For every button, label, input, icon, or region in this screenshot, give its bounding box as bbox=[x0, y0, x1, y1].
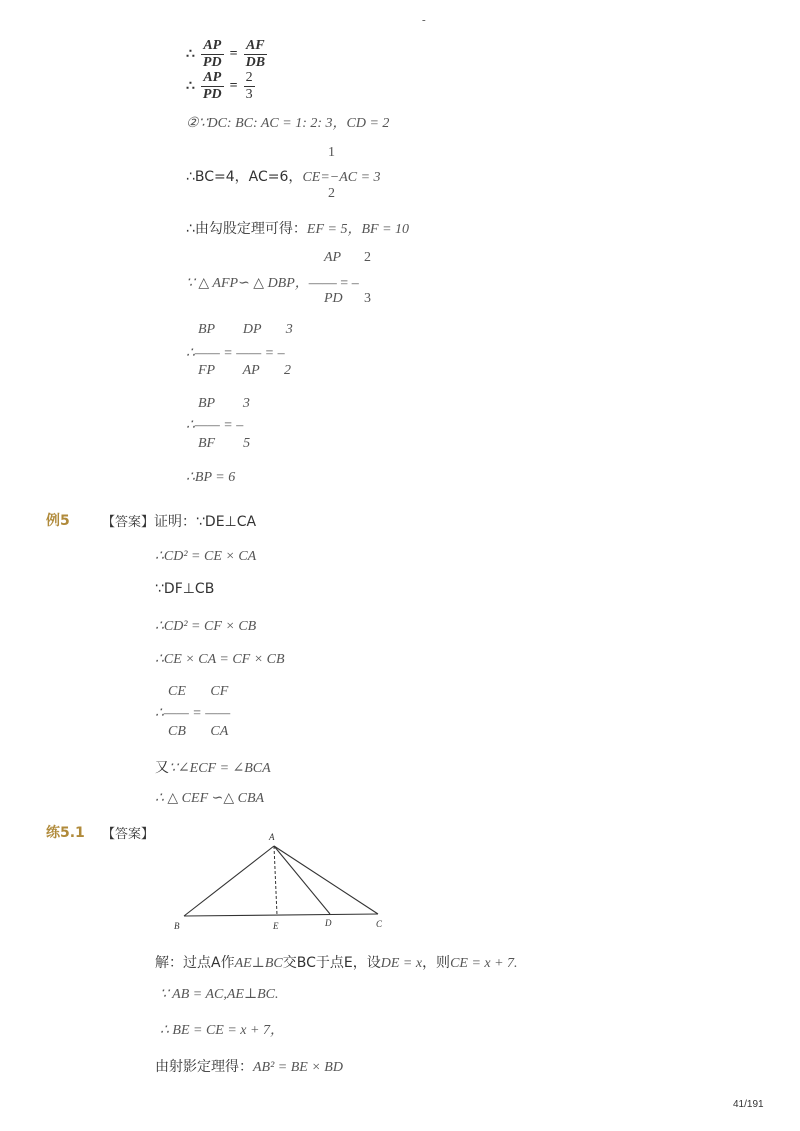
solution-step-3 bbox=[155, 1056, 343, 1076]
denominator: DB bbox=[245, 55, 266, 70]
denominator: 3 bbox=[245, 87, 253, 102]
solution-step-1: ∵ AB = AC,AE⊥BC. bbox=[160, 987, 279, 1002]
pythagoras-text: ∴由勾股定理可得： bbox=[186, 221, 307, 237]
ex5-step-6 bbox=[155, 757, 271, 777]
page-number: 41/191 bbox=[733, 1099, 764, 1110]
solution-text-1: 解：过点A作 bbox=[155, 955, 235, 971]
therefore-sign: ∴ bbox=[186, 47, 195, 62]
ef-bf-values: EF = 5，BF = 10 bbox=[306, 222, 410, 237]
label-d: D bbox=[325, 918, 332, 928]
eq-line-5 bbox=[186, 218, 409, 238]
eq-line-9: ∴BP = 6 bbox=[186, 470, 236, 485]
numerator: AP bbox=[203, 70, 222, 85]
fraction-ap-pd bbox=[201, 38, 224, 71]
example-5-heading bbox=[102, 511, 256, 531]
also-text: 又 bbox=[155, 760, 169, 776]
eq-line-8-top: BP 3 bbox=[198, 396, 250, 411]
ce-expression: CE=−AC = 3 bbox=[302, 170, 381, 185]
answer-tag: 【答案】 bbox=[102, 515, 155, 530]
segment-ad bbox=[274, 846, 330, 914]
therefore-sign: ∴ bbox=[186, 79, 195, 94]
numerator: 2 bbox=[245, 70, 253, 85]
ex5-step-4: ∴CE × CA = CF × CB bbox=[155, 652, 285, 667]
fraction-2-3 bbox=[244, 70, 255, 103]
solution-math-3: CE = x + 7. bbox=[450, 956, 518, 971]
eq-line-2 bbox=[186, 70, 257, 103]
eq-line-6-bottom-3: 3 bbox=[364, 291, 371, 306]
equals-sign: = bbox=[229, 46, 238, 62]
eq-line-6 bbox=[186, 272, 359, 292]
bc-ac-text: ∴BC=4，AC=6， bbox=[186, 169, 303, 185]
projection-formula: AB² = BE × BD bbox=[253, 1060, 343, 1075]
ex5-step-3: ∴CD² = CF × CB bbox=[155, 619, 257, 634]
label-e: E bbox=[273, 921, 279, 931]
solution-text-3: ，则 bbox=[422, 955, 451, 971]
eq-line-6-top-2: 2 bbox=[364, 250, 371, 265]
answer-tag: 【答案】 bbox=[102, 827, 155, 842]
eq-line-8: ∴—— = – bbox=[186, 418, 244, 433]
eq-line-7-top: BP DP 3 bbox=[198, 322, 293, 337]
angle-equality: ∵∠ECF = ∠BCA bbox=[169, 761, 271, 776]
fraction-bar-row: —— = – bbox=[308, 276, 359, 291]
eq-line-8-bottom: BF 5 bbox=[198, 436, 251, 451]
denominator: PD bbox=[202, 87, 222, 102]
ex5-step-5-bottom: CB CA bbox=[168, 724, 229, 739]
eq-line-6-top-ap: AP bbox=[324, 250, 342, 265]
triangle-figure bbox=[168, 828, 398, 938]
similar-triangles-text: ∵ △ AFP∽ △ DBP， bbox=[186, 276, 309, 291]
denominator: PD bbox=[202, 55, 222, 70]
fraction-ap-pd bbox=[201, 70, 224, 103]
solution-step-2: ∴ BE = CE = x + 7， bbox=[160, 1023, 284, 1038]
numerator: AP bbox=[203, 38, 222, 53]
eq-line-4-bottom: 2 bbox=[328, 186, 335, 201]
eq-line-3: ②∵DC: BC: AC = 1: 2: 3，CD = 2 bbox=[186, 116, 390, 131]
header-mark: - bbox=[422, 14, 426, 26]
side-ac bbox=[274, 846, 378, 914]
eq-line-7-bottom: FP AP 2 bbox=[198, 363, 291, 378]
equals-sign: = bbox=[229, 78, 238, 94]
ex5-step-1: ∴CD² = CE × CA bbox=[155, 549, 257, 564]
label-b: B bbox=[174, 921, 180, 931]
eq-line-7: ∴—— = —— = – bbox=[186, 346, 285, 361]
solution-text-2: 交BC于点E，设 bbox=[282, 955, 381, 971]
solution-math-2: DE = x bbox=[380, 956, 423, 971]
example-5-label: 例5 bbox=[46, 513, 70, 529]
solution-line bbox=[155, 952, 518, 972]
eq-line-6-bottom-pd: PD bbox=[324, 291, 343, 306]
solution-math-1: AE⊥BC bbox=[234, 956, 283, 971]
ex5-step-5-top: CE CF bbox=[168, 684, 229, 699]
numerator: AF bbox=[245, 38, 265, 53]
fraction-af-db bbox=[244, 38, 267, 71]
eq-line-4-top: 1 bbox=[328, 145, 335, 160]
altitude-ae bbox=[274, 846, 277, 915]
label-c: C bbox=[376, 919, 383, 929]
ex5-step-2: ∵DF⊥CB bbox=[155, 581, 215, 597]
proof-start: 证明：∵DE⊥CA bbox=[154, 514, 257, 530]
ex5-step-5: ∴—— = —— bbox=[155, 706, 231, 721]
eq-line-4 bbox=[186, 166, 381, 186]
ex5-step-7: ∴ △ CEF ∽△ CBA bbox=[155, 791, 265, 806]
side-bc bbox=[184, 914, 378, 916]
side-ab bbox=[184, 846, 274, 916]
projection-theorem-text: 由射影定理得： bbox=[155, 1059, 253, 1075]
practice-5-1-label: 练5.1 bbox=[46, 825, 85, 841]
eq-line-1 bbox=[186, 38, 269, 71]
label-a: A bbox=[269, 832, 275, 842]
